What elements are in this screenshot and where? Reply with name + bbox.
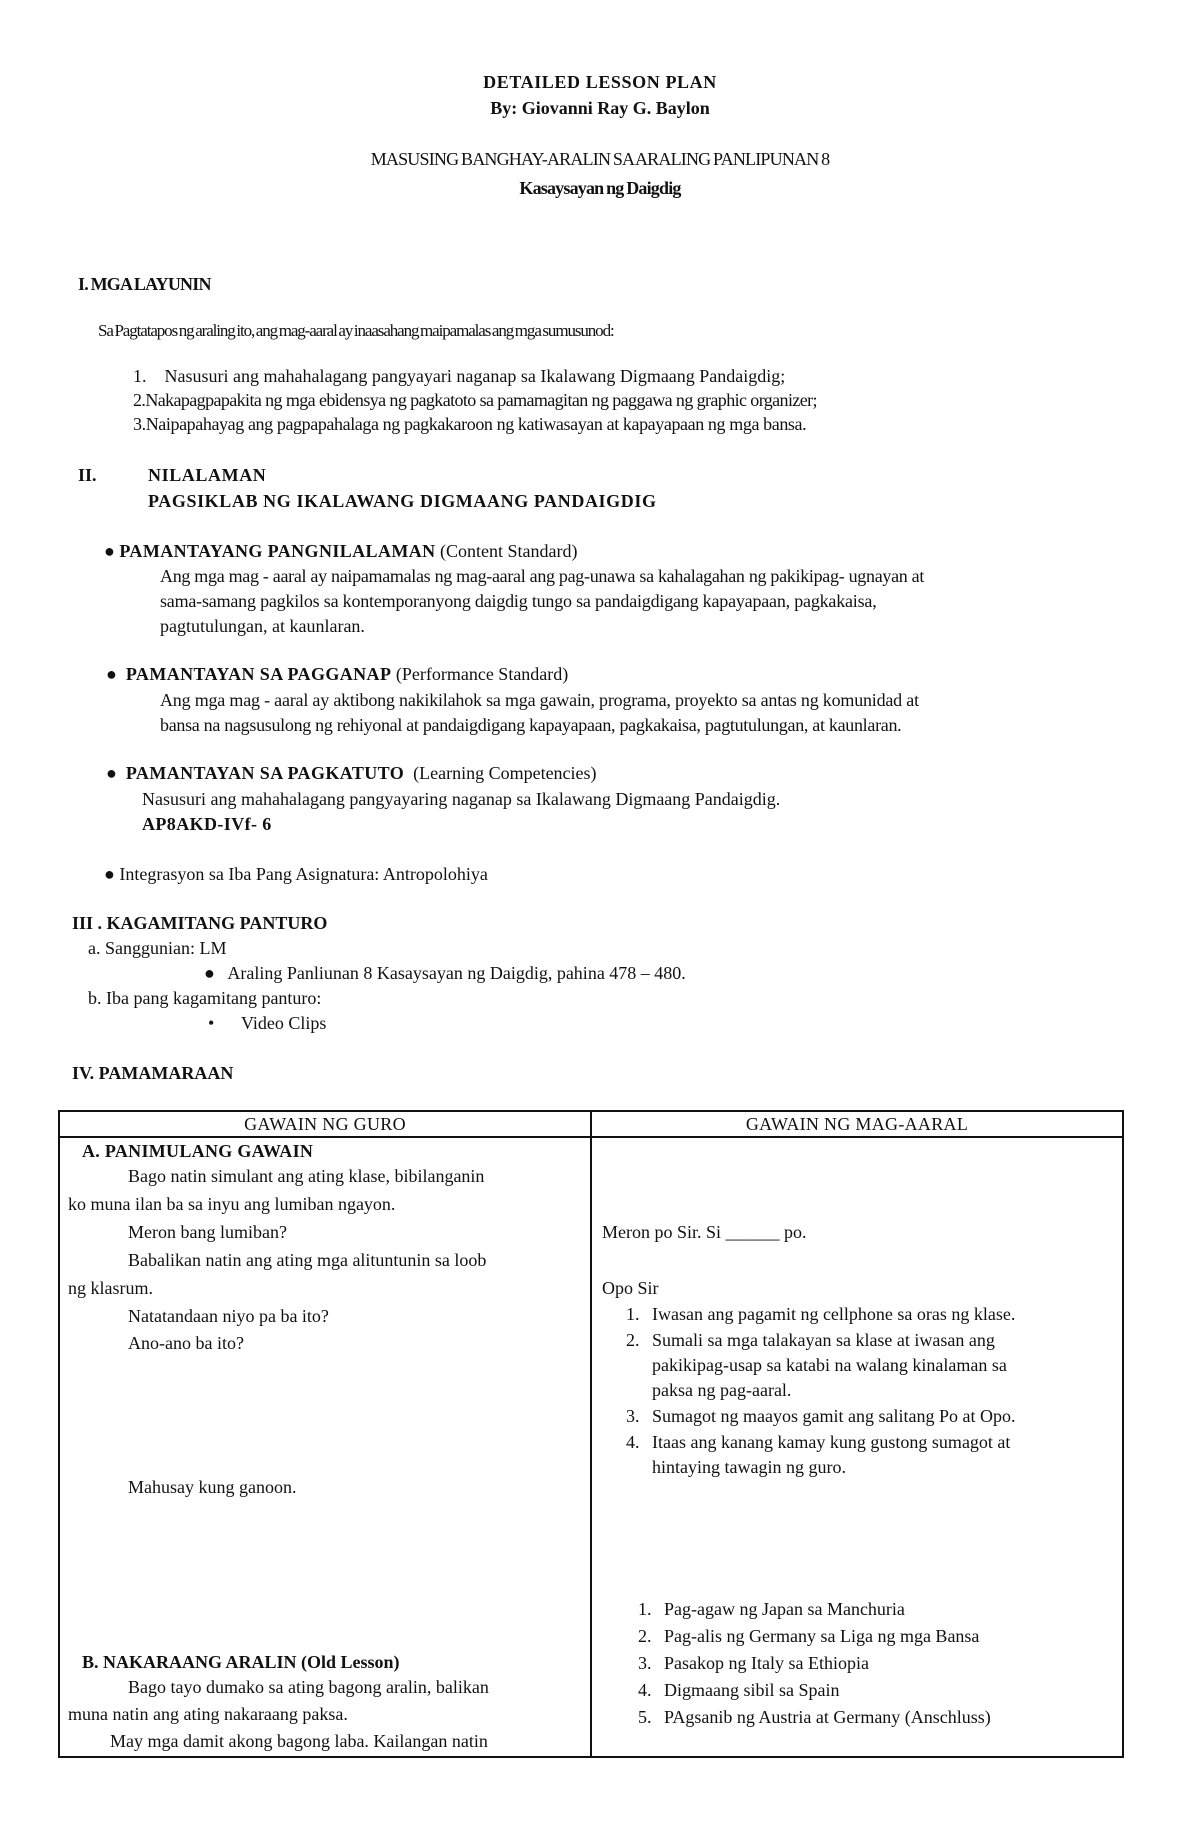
competency-heading <box>106 763 597 784</box>
rule-text: Sumali sa mga talakayan sa klase at iwasan ang <box>652 1330 995 1350</box>
event-number: 1. <box>638 1599 652 1619</box>
competency-code: AP8AKD-IVf- 6 <box>142 814 272 834</box>
teacher-praise: Mahusay kung ganoon. <box>128 1477 297 1497</box>
student-reply: Meron po Sir. Si ______ po. <box>602 1222 807 1242</box>
objective-item <box>133 390 817 411</box>
content-standard-line: Ang mga mag - aaral ay naipamamalas ng mag-aaral ang pag-unawa sa kahalagahan ng pakikipag- ugnayan at <box>160 566 925 586</box>
rule-text: paksa ng pag-aaral. <box>652 1380 792 1400</box>
teacher-question: Meron bang lumiban? <box>128 1222 287 1242</box>
reference-label: a. Sanggunian: LM <box>88 938 227 958</box>
section-heading-kagamitan: III . KAGAMITANG PANTURO <box>72 913 328 933</box>
content-standard-heading <box>104 541 578 562</box>
bullet-icon: • <box>208 1013 215 1033</box>
rule-text: Sumagot ng maayos gamit ang salitang Po at Opo. <box>652 1406 1016 1426</box>
event-item <box>638 1599 905 1620</box>
rule-item <box>626 1304 1015 1325</box>
bullet-icon: ● <box>204 963 215 983</box>
bullet-icon: ● <box>106 763 117 783</box>
materials-item <box>208 1013 326 1034</box>
content-standard-line: sama-samang pagkilos sa kontemporanyong daigdig tungo sa pandaigdigang kapayapaan, pagkakaisa, <box>160 591 877 611</box>
teacher-line: Babalikan natin ang ating mga alituntunin sa loob <box>128 1250 487 1270</box>
event-item <box>638 1653 869 1674</box>
teacher-question: Ano-ano ba ito? <box>128 1333 244 1353</box>
performance-standard-line: bansa na nagsusulong ng rehiyonal at pandaigdigang kapayapaan, pagkakaisa, pagtutulungan, at kaunlaran. <box>160 715 902 735</box>
objective-text: Nakapagpapakita ng mga ebidensya ng pagkatoto sa pamamagitan ng paggawa ng graphic organizer; <box>145 390 817 410</box>
objective-item <box>133 414 806 435</box>
reference-item <box>204 963 686 984</box>
section-number-ii: II. <box>78 465 97 485</box>
rule-text: pakikipag-usap sa katabi na walang kinalaman sa <box>652 1355 1007 1375</box>
reference-text: Araling Panliunan 8 Kasaysayan ng Daigdig, pahina 478 – 480. <box>227 963 686 983</box>
bullet-icon: ● <box>104 541 115 561</box>
event-number: 2. <box>638 1626 652 1646</box>
rule-text: Itaas ang kanang kamay kung gustong sumagot at <box>652 1432 1011 1452</box>
teacher-line: Bago tayo dumako sa ating bagong aralin, balikan <box>128 1677 489 1697</box>
event-number: 4. <box>638 1680 652 1700</box>
integration-item <box>104 864 488 885</box>
performance-standard-line: Ang mga mag - aaral ay aktibong nakikilahok sa mga gawain, programa, proyekto sa antas ng komunidad at <box>160 690 919 710</box>
teacher-activity-cell <box>59 1137 591 1757</box>
event-text: Pasakop ng Italy sa Ethiopia <box>664 1653 869 1673</box>
table-row <box>59 1137 1123 1757</box>
activity-heading-a: A. PANIMULANG GAWAIN <box>82 1141 314 1161</box>
rule-number: 2. <box>626 1330 640 1350</box>
document-author: By: Giovanni Ray G. Baylon <box>490 98 710 118</box>
integration-text: Integrasyon sa Iba Pang Asignatura: Antropolohiya <box>119 864 488 884</box>
student-column-header: GAWAIN NG MAG-AARAL <box>591 1111 1123 1137</box>
student-activity-cell <box>591 1137 1123 1757</box>
rule-item <box>626 1330 995 1351</box>
content-standard-note: (Content Standard) <box>440 541 578 561</box>
rule-number: 4. <box>626 1432 640 1452</box>
content-standard-line: pagtutulungan, at kaunlaran. <box>160 616 365 636</box>
section-heading-pamamaraan: IV. PAMAMARAAN <box>72 1063 234 1083</box>
competency-note: (Learning Competencies) <box>413 763 597 783</box>
objectives-intro: Sa Pagtatapos ng araling ito, ang mag-aaral ay inaasahang maipamalas ang mga sumusunod: <box>98 321 614 340</box>
event-text: Pag-alis ng Germany sa Liga ng mga Bansa <box>664 1626 980 1646</box>
rule-text: hintaying tawagin ng guro. <box>652 1457 846 1477</box>
materials-text: Video Clips <box>241 1013 327 1033</box>
competency-label: PAMANTAYAN SA PAGKATUTO <box>125 763 405 783</box>
competency-line: Nasusuri ang mahahalagang pangyayaring naganap sa Ikalawang Digmaang Pandaigdig. <box>142 789 781 809</box>
bullet-icon: ● <box>106 664 117 684</box>
content-standard-label: PAMANTAYANG PANGNILALAMAN <box>119 541 436 561</box>
objective-item <box>133 366 785 387</box>
teacher-column-header: GAWAIN NG GURO <box>59 1111 591 1137</box>
rule-number: 1. <box>626 1304 640 1324</box>
teacher-line: muna natin ang ating nakaraang paksa. <box>68 1704 348 1724</box>
rule-item <box>626 1432 1010 1453</box>
course-title: Kasaysayan ng Daigdig <box>519 178 681 198</box>
teacher-line: ko muna ilan ba sa inyu ang lumiban ngayon. <box>68 1194 396 1214</box>
materials-label: b. Iba pang kagamitang panturo: <box>88 988 322 1008</box>
objective-number: 1. <box>133 366 147 386</box>
event-text: Pag-agaw ng Japan sa Manchuria <box>664 1599 905 1619</box>
event-item <box>638 1707 991 1728</box>
table-header-row <box>59 1111 1123 1137</box>
event-number: 3. <box>638 1653 652 1673</box>
event-item <box>638 1626 979 1647</box>
section-topic: PAGSIKLAB NG IKALAWANG DIGMAANG PANDAIGDIG <box>148 491 657 511</box>
section-heading-nilalaman: NILALAMAN <box>148 465 267 485</box>
teacher-line: May mga damit akong bagong laba. Kailangan natin <box>110 1731 488 1751</box>
performance-standard-note: (Performance Standard) <box>395 664 569 684</box>
student-reply: Opo Sir <box>602 1278 659 1298</box>
objective-number: 2. <box>133 390 146 410</box>
teacher-question: Natatandaan niyo pa ba ito? <box>128 1306 329 1326</box>
performance-standard-heading <box>106 664 568 685</box>
event-text: PAgsanib ng Austria at Germany (Anschluss) <box>664 1707 991 1727</box>
teacher-line: Bago natin simulant ang ating klase, bibilanganin <box>128 1166 485 1186</box>
lesson-subtitle: MASUSING BANGHAY-ARALIN SA ARALING PANLIPUNAN 8 <box>370 149 830 169</box>
event-number: 5. <box>638 1707 652 1727</box>
objective-number: 3. <box>133 414 146 434</box>
procedure-table <box>58 1110 1124 1758</box>
rule-number: 3. <box>626 1406 640 1426</box>
section-heading-layunin: I. MGA LAYUNIN <box>78 274 211 294</box>
event-text: Digmaang sibil sa Spain <box>664 1680 840 1700</box>
event-item <box>638 1680 839 1701</box>
performance-standard-label: PAMANTAYAN SA PAGGANAP <box>125 664 392 684</box>
bullet-icon: ● <box>104 864 115 884</box>
objective-text: Nasusuri ang mahahalagang pangyayari naganap sa Ikalawang Digmaang Pandaigdig; <box>164 366 786 386</box>
activity-heading-b: B. NAKARAANG ARALIN (Old Lesson) <box>82 1652 400 1672</box>
rule-text: Iwasan ang pagamit ng cellphone sa oras ng klase. <box>652 1304 1016 1324</box>
objective-text: Naipapahayag ang pagpapahalaga ng pagkakaroon ng katiwasayan at kapayapaan ng mga bansa. <box>145 414 807 434</box>
teacher-line: ng klasrum. <box>68 1278 153 1298</box>
document-title: DETAILED LESSON PLAN <box>483 72 717 92</box>
rule-item <box>626 1406 1015 1427</box>
